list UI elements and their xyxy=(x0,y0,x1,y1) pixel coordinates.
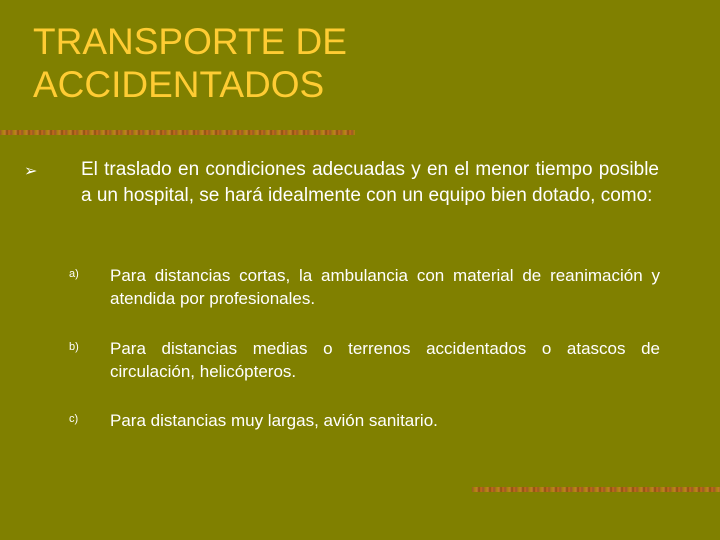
list-item-c-text: Para distancias muy largas, avión sanitario. xyxy=(110,411,438,430)
main-paragraph: El traslado en condiciones adecuadas y en el menor tiempo posible a un hospital, se hará idealmente con un equipo bien dotado, como: xyxy=(81,159,659,206)
list-item-b-text: Para distancias medias o terrenos accidentados o atascos de circulación, helicópteros. xyxy=(110,339,660,381)
list-marker-b: b) xyxy=(69,341,79,353)
decorative-divider-bottom xyxy=(472,487,720,492)
decorative-divider-top xyxy=(0,130,355,135)
list-item-a-text: Para distancias cortas, la ambulancia con material de reanimación y atendida por profesionales. xyxy=(110,266,660,308)
arrowhead-bullet-icon: ➢ xyxy=(24,163,38,180)
slide-title: TRANSPORTE DE ACCIDENTADOS xyxy=(33,21,347,105)
list-marker-c: c) xyxy=(69,413,79,425)
list-marker-a: a) xyxy=(69,268,79,280)
